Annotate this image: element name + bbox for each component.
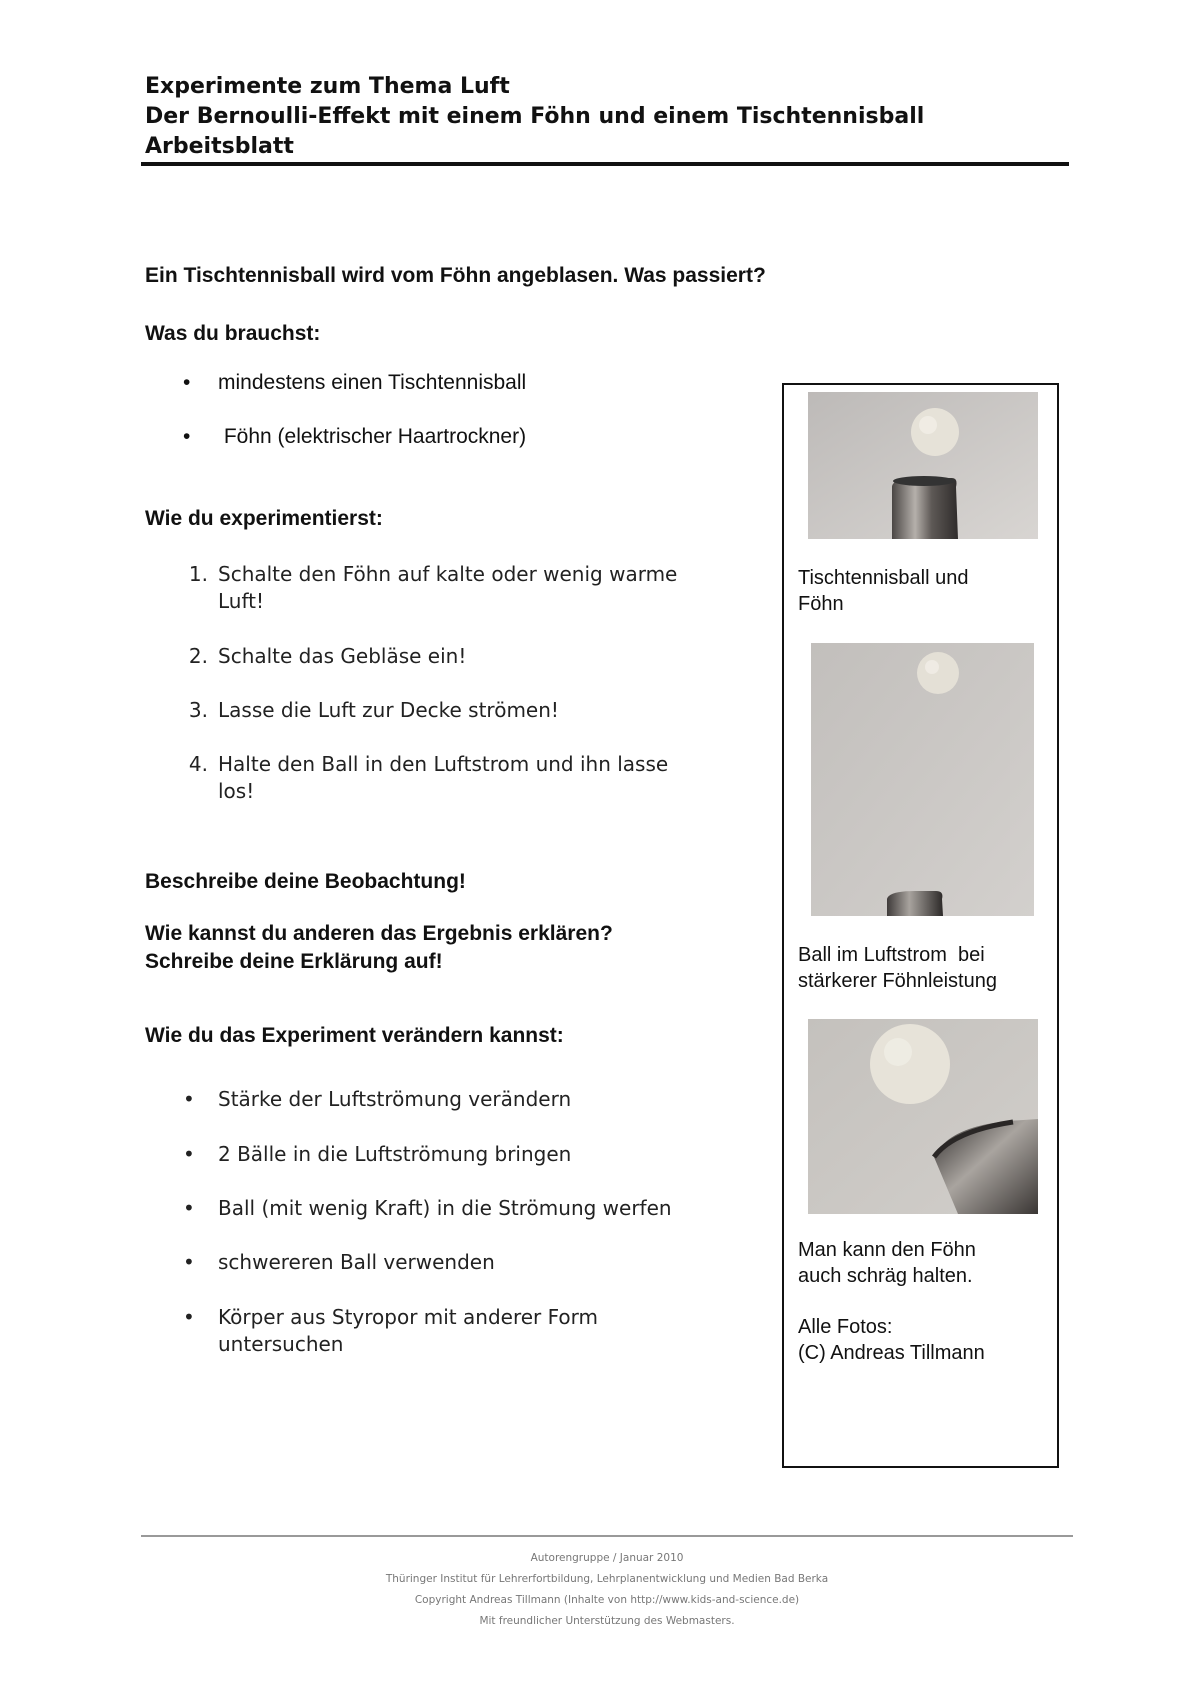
bullet-icon: • [183,425,191,448]
list-item [145,1304,745,1358]
list-item [145,1195,745,1222]
bullet-icon: • [183,1250,195,1274]
footer-divider [141,1535,1073,1537]
header-subtitle: Der Bernoulli-Effekt mit einem Föhn und einem Tischtennisball [145,104,925,129]
step-number: 3. [188,698,208,722]
material-text: Föhn (elektrischer Haartrockner) [218,425,527,448]
caption-line: Föhn [798,593,844,615]
variation-text: 2 Bälle in die Luftströmung bringen [218,1142,572,1166]
bullet-icon: • [183,1196,195,1220]
photo-ball-and-dryer [808,392,1038,539]
observation-prompt: Beschreibe deine Beobachtung! [145,870,466,893]
bullet-icon: • [183,1142,195,1166]
photo-caption [798,942,997,994]
step-text: Lasse die Luft zur Decke strömen! [218,698,559,722]
list-item [145,697,745,724]
list-item [145,1249,745,1276]
step-text: Halte den Ball in den Luftstrom und ihn lasse [218,752,669,776]
caption-line: Man kann den Föhn [798,1239,976,1261]
steps-heading: Wie du experimentierst: [145,507,383,530]
footer-line: Copyright Andreas Tillmann (Inhalte von http://www.kids-and-science.de) [414,1594,800,1606]
photo-credit [798,1314,985,1366]
variations-heading: Wie du das Experiment verändern kannst: [145,1024,564,1047]
caption-line: auch schräg halten. [798,1265,973,1287]
header-worksheet-label: Arbeitsblatt [145,134,294,159]
step-number: 1. [188,562,208,586]
caption-line: Ball im Luftstrom bei [798,944,985,966]
list-item [145,751,745,805]
bullet-icon: • [183,1087,195,1111]
photo-sidebar [782,383,1059,1468]
list-item [145,643,745,670]
step-text: Schalte den Föhn auf kalte oder wenig warme [218,562,678,586]
list-item [145,369,745,397]
variation-text: Körper aus Styropor mit anderer Form [218,1305,598,1329]
variation-text: Stärke der Luftströmung verändern [218,1087,572,1111]
materials-heading: Was du brauchst: [145,322,321,345]
step-number: 2. [188,644,208,668]
photo-caption [798,1237,976,1289]
explanation-prompt [145,920,613,976]
variation-text: Ball (mit wenig Kraft) in die Strömung werfen [218,1196,672,1220]
footer-line: Thüringer Institut für Lehrerfortbildung, Lehrplanentwicklung und Medien Bad Berka [385,1573,829,1585]
page-footer [141,1548,1073,1632]
caption-line: Tischtennisball und [798,567,969,589]
page-header [145,72,1070,162]
variation-text: schwereren Ball verwenden [218,1250,495,1274]
photo-ball-in-airstream [811,643,1034,916]
list-item [145,1086,745,1113]
footer-line: Mit freundlicher Unterstützung des Webmasters. [479,1615,735,1627]
bullet-icon: • [183,1305,195,1329]
step-text: Schalte das Gebläse ein! [218,644,467,668]
credit-line: Alle Fotos: [798,1316,893,1338]
photo-tilted-dryer [808,1019,1038,1214]
list-item [145,423,745,451]
bullet-icon: • [183,371,191,394]
main-question: Ein Tischtennisball wird vom Föhn angeblasen. Was passiert? [145,264,766,287]
step-text-continued: los! [218,779,255,803]
step-number: 4. [188,752,208,776]
header-divider [141,162,1069,166]
list-item [145,561,745,615]
step-text-continued: Luft! [218,589,265,613]
explanation-line: Schreibe deine Erklärung auf! [145,950,443,973]
photo-caption [798,565,968,617]
caption-line: stärkerer Föhnleistung [798,970,997,992]
material-text: mindestens einen Tischtennisball [218,371,527,394]
header-title: Experimente zum Thema Luft [145,74,510,99]
variation-text-continued: untersuchen [218,1332,344,1356]
footer-line: Autorengruppe / Januar 2010 [530,1552,684,1564]
explanation-line: Wie kannst du anderen das Ergebnis erklären? [145,922,613,945]
credit-line: (C) Andreas Tillmann [798,1342,985,1364]
list-item [145,1141,745,1168]
